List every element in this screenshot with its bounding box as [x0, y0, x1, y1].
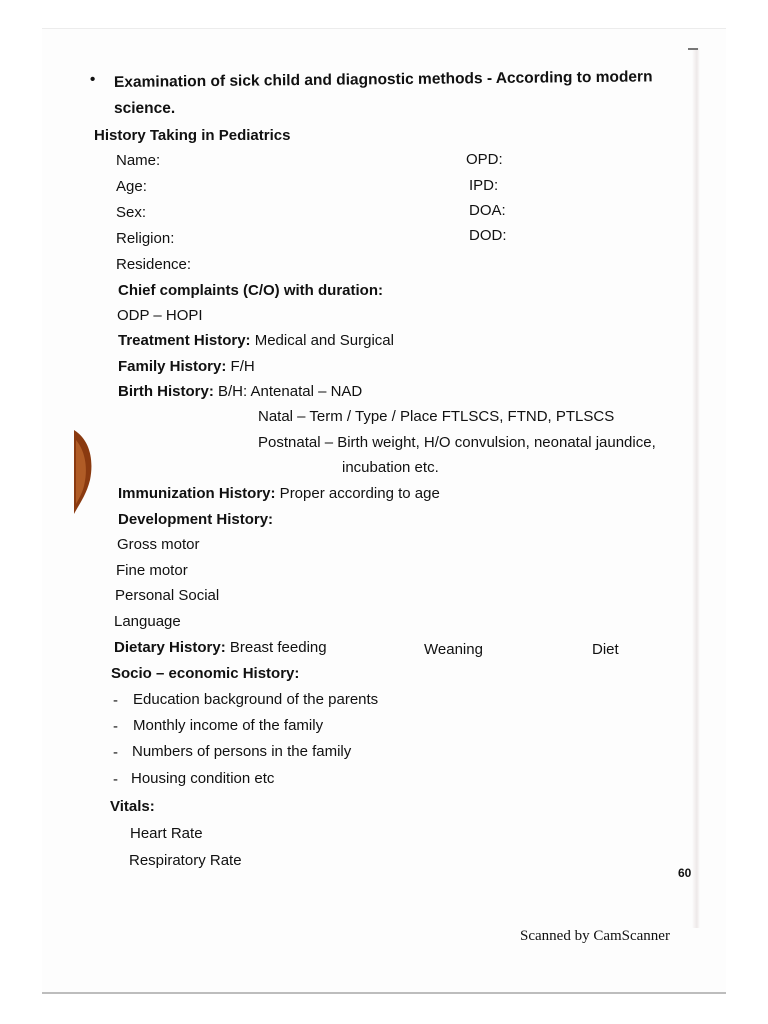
- field-dod: DOD:: [469, 227, 507, 244]
- dietary-weaning: Weaning: [424, 641, 483, 658]
- scan-edge-mark: [688, 48, 698, 50]
- chief-complaints-heading: Chief complaints (C/O) with duration:: [118, 282, 383, 299]
- socio-economic-heading: Socio – economic History:: [111, 665, 300, 682]
- birth-label: Birth History:: [118, 383, 214, 400]
- family-value: F/H: [226, 358, 255, 375]
- immunization-history: [118, 485, 440, 503]
- immunization-label: Immunization History:: [118, 485, 276, 502]
- section-title: History Taking in Pediatrics: [94, 127, 291, 144]
- birth-natal: Natal – Term / Type / Place FTLSCS, FTND, PTLSCS: [258, 408, 615, 425]
- odp-hopi: ODP – HOPI: [117, 307, 203, 324]
- treatment-value: Medical and Surgical: [250, 332, 394, 349]
- socio-dash-1: -: [113, 692, 118, 709]
- field-ipd: IPD:: [469, 177, 499, 194]
- socio-dash-3: -: [113, 744, 118, 761]
- field-residence: Residence:: [116, 256, 192, 273]
- document-page: [42, 28, 726, 992]
- development-heading: Development History:: [118, 511, 274, 528]
- vitals-heart-rate: Heart Rate: [130, 825, 203, 842]
- page-number: 60: [678, 866, 692, 880]
- development-fine-motor: Fine motor: [116, 562, 188, 579]
- socio-item-income: Monthly income of the family: [133, 717, 324, 734]
- field-doa: DOA:: [469, 202, 506, 219]
- field-religion: Religion:: [116, 230, 175, 247]
- birth-postnatal: Postnatal – Birth weight, H/O convulsion, neonatal jaundice,: [258, 434, 656, 451]
- dietary-history: [114, 639, 327, 657]
- birth-value: B/H: Antenatal – NAD: [213, 383, 363, 400]
- scanner-watermark: Scanned by CamScanner: [520, 928, 670, 944]
- development-personal-social: Personal Social: [115, 587, 220, 604]
- scan-artifact-shape: [60, 430, 94, 514]
- field-name: Name:: [116, 152, 161, 169]
- intro-line-1: Examination of sick child and diagnostic methods - According to modern: [113, 68, 653, 91]
- development-language: Language: [114, 613, 181, 630]
- field-opd: OPD:: [466, 151, 503, 168]
- dietary-value: Breast feeding: [225, 639, 327, 656]
- socio-dash-4: -: [113, 771, 118, 788]
- birth-postnatal-continued: incubation etc.: [342, 459, 439, 476]
- bottom-divider: [42, 992, 726, 994]
- scan-edge-shadow: [692, 48, 700, 928]
- dietary-label: Dietary History:: [114, 639, 226, 656]
- vitals-heading: Vitals:: [110, 798, 155, 815]
- dietary-diet: Diet: [592, 641, 619, 658]
- socio-item-education: Education background of the parents: [133, 691, 379, 708]
- family-history: [118, 358, 255, 376]
- socio-dash-2: -: [113, 718, 118, 735]
- birth-history: [118, 383, 362, 401]
- development-gross-motor: Gross motor: [117, 536, 200, 553]
- socio-item-persons: Numbers of persons in the family: [132, 743, 352, 760]
- intro-line-2: science.: [114, 100, 176, 117]
- treatment-label: Treatment History:: [118, 332, 251, 349]
- socio-item-housing: Housing condition etc: [131, 770, 275, 787]
- family-label: Family History:: [118, 358, 227, 375]
- field-sex: Sex:: [116, 204, 147, 221]
- treatment-history: [118, 332, 394, 350]
- intro-bullet: •: [90, 71, 96, 88]
- vitals-respiratory-rate: Respiratory Rate: [129, 852, 242, 869]
- field-age: Age:: [116, 178, 147, 195]
- immunization-value: Proper according to age: [275, 485, 440, 502]
- top-divider: [42, 28, 726, 29]
